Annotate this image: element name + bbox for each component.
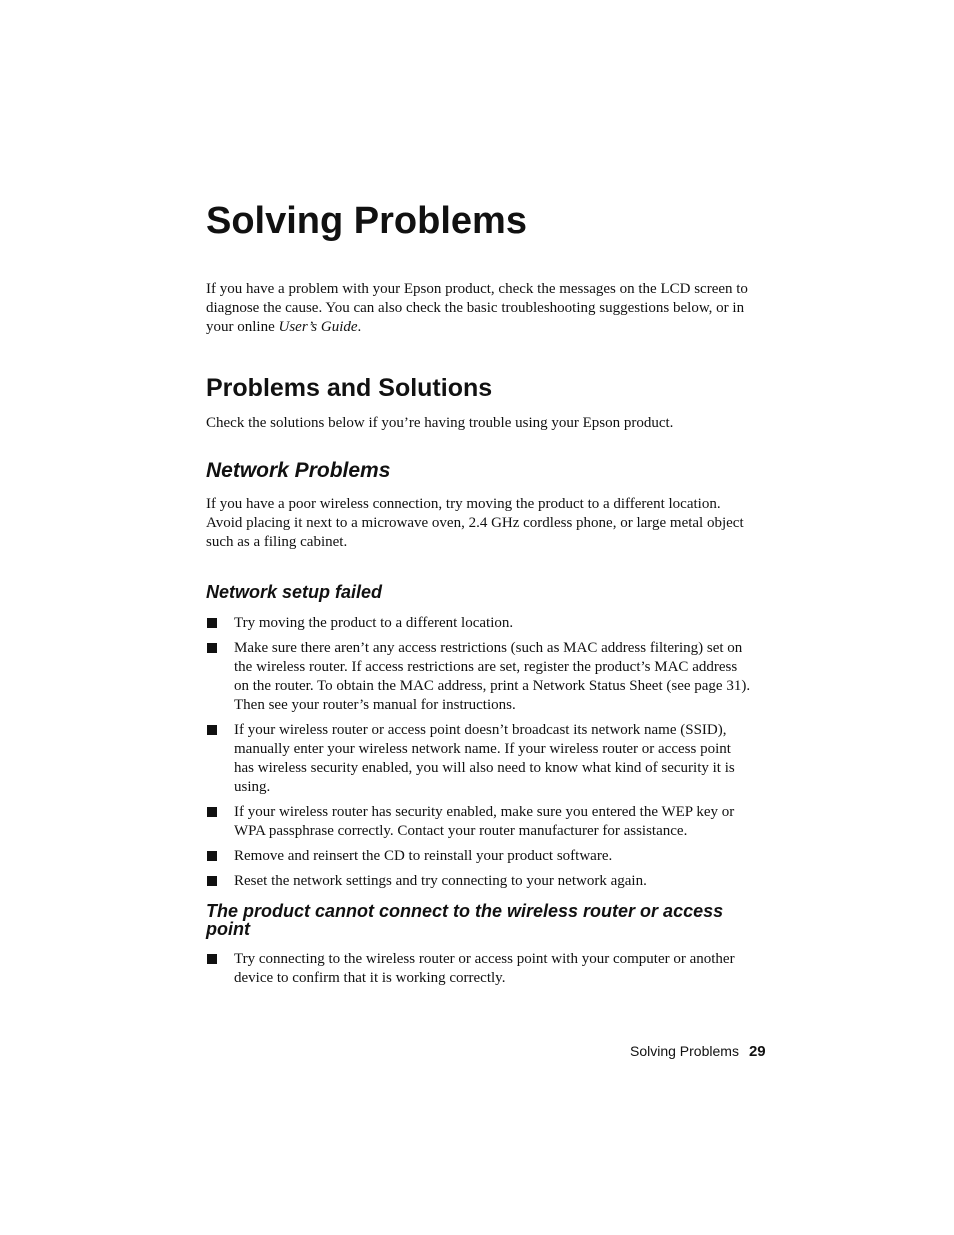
intro-text: If you have a problem with your Epson product, check the messages on the LCD screen to diagnose the cause. You can also check the basic troubleshooting suggestions below, or in your online: [206, 281, 748, 335]
list-item: [206, 803, 751, 841]
page-number: 29: [748, 1043, 766, 1060]
list-item-text: If your wireless router or access point doesn’t broadcast its network name (SSID), manually enter your wireless network name. If your wireless router or access point has wireless security enabled, you will also need to know what kind of security it is using.: [234, 722, 735, 795]
list-item-text: Reset the network settings and try connecting to your network again.: [234, 873, 647, 889]
topic-heading-network-setup-failed: Network setup failed: [206, 582, 383, 602]
page-title: Solving Problems: [206, 200, 527, 242]
list-item-text: Try connecting to the wireless router or access point with your computer or another device to confirm that it is working correctly.: [234, 951, 735, 986]
list-item-text: Make sure there aren’t any access restrictions (such as MAC address filtering) set on the wireless router. If access restrictions are set, register the product’s MAC address on the router. To obtain the MAC address, print a Network Status Sheet (see page 31). Then see your router’s manual for instructions.: [234, 640, 751, 713]
subsection-heading-network-problems: Network Problems: [206, 459, 391, 482]
list-item: [206, 872, 751, 891]
list-item: [206, 639, 751, 715]
square-bullet-icon: [207, 643, 217, 653]
footer-title: Solving Problems: [630, 1043, 739, 1059]
list-item: [206, 847, 751, 866]
section-heading-problems-and-solutions: Problems and Solutions: [206, 374, 493, 402]
users-guide-reference: User’s Guide: [278, 319, 358, 335]
list-item-text: Remove and reinsert the CD to reinstall your product software.: [234, 848, 613, 864]
square-bullet-icon: [207, 618, 217, 628]
square-bullet-icon: [207, 876, 217, 886]
page-footer: [630, 1042, 778, 1061]
square-bullet-icon: [207, 725, 217, 735]
square-bullet-icon: [207, 954, 217, 964]
square-bullet-icon: [207, 807, 217, 817]
square-bullet-icon: [207, 851, 217, 861]
topic-heading-cannot-connect: The product cannot connect to the wireless router or access point: [206, 901, 724, 939]
intro-end: .: [357, 319, 362, 335]
list-item: [206, 614, 751, 633]
list-item-text: If your wireless router has security enabled, make sure you entered the WEP key or WPA passphrase correctly. Contact your router manufacturer for assistance.: [234, 804, 735, 839]
list-item: [206, 721, 751, 797]
network-paragraph: If you have a poor wireless connection, try moving the product to a different location. Avoid placing it next to a microwave oven, 2.4 GHz cordless phone, or large metal object such as a filing cabinet.: [206, 496, 744, 550]
section-paragraph: Check the solutions below if you’re having trouble using your Epson product.: [206, 415, 674, 431]
cannot-connect-list: [206, 950, 751, 994]
intro-paragraph: [206, 280, 751, 337]
setup-failed-list: [206, 614, 751, 897]
list-item: [206, 950, 751, 988]
list-item-text: Try moving the product to a different location.: [234, 615, 514, 631]
